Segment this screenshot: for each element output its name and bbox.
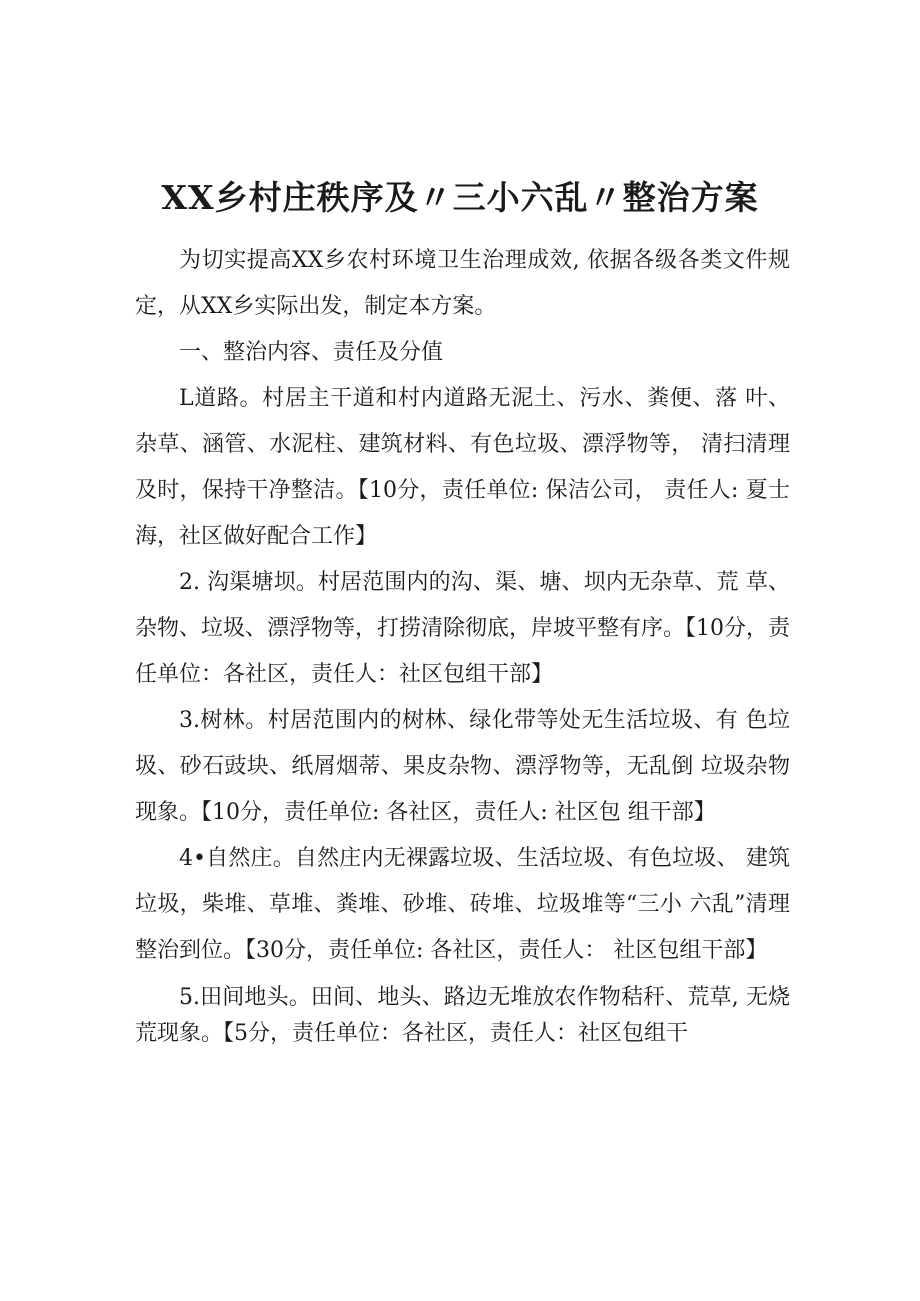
paragraph-roads: L道路。村居主干道和村内道路无泥土、污水、粪便、落 叶、杂草、涵管、水泥柱、建筑材料、有色垃圾、漂浮物等， 清扫清理及时，保持干净整洁。【10分，责任单位: 保洁公司， 责任人: 夏士海，社区做好配合工作】	[135, 386, 790, 549]
paragraph-woods: 3.树林。村居范围内的树林、绿化带等处无生活垃圾、有 色垃圾、砂石豉块、纸屑烟蒂、果皮杂物、漂浮物等，无乱倒 垃圾杂物现象。【10分，责任单位: 各社区，责任人: 社区包 组干部】	[135, 708, 790, 825]
paragraph-ditches: 2. 沟渠塘坝。村居范围内的沟、渠、塘、坝内无杂草、荒 草、杂物、垃圾、漂浮物等，打捞清除彻底，岸坡平整有序。【10分，责任单位：各社区，责任人：社区包组干部】	[135, 570, 790, 687]
section-heading: 一、整治内容、责任及分值	[179, 340, 444, 365]
paragraph-intro: 为切实提高XX乡农村环境卫生治理成效, 依据各级各类文件规定，从XX乡实际出发，制定本方案。	[135, 248, 790, 319]
document-title: XX乡村庄秩序及〃三小六乱〃整治方案	[161, 178, 759, 217]
paragraph-village: 4•自然庄。自然庄内无裸露垃圾、生活垃圾、有色垃圾、 建筑垃圾，柴堆、草堆、粪堆、砂堆、砖堆、垃圾堆等“三小 六乱”清理整治到位。【30分，责任单位: 各社区，责任人： 社区包组干部】	[135, 846, 790, 963]
document-body	[135, 238, 790, 1052]
paragraph-fields: 5.田间地头。田间、地头、路边无堆放农作物秸秆、荒草, 无烧荒现象。【5分，责任单位：各社区，责任人：社区包组干	[135, 985, 790, 1046]
